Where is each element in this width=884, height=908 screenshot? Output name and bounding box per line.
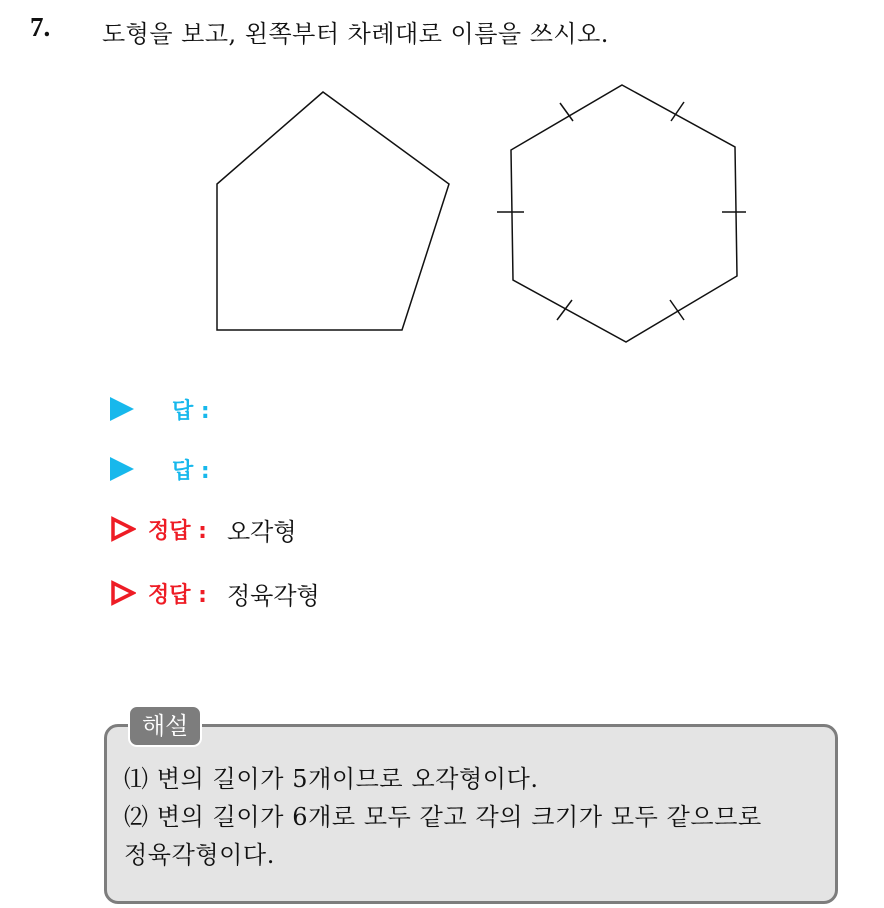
- tick-mark: [557, 300, 572, 320]
- blue-triangle-icon: [110, 397, 134, 421]
- pentagon-figure: [217, 92, 449, 330]
- explanation-line: 정육각형이다.: [124, 841, 275, 869]
- question-text: 도형을 보고, 왼쪽부터 차례대로 이름을 쓰시오.: [102, 20, 609, 48]
- answer-label: 답 :: [172, 458, 210, 484]
- red-outline-triangle-icon: [110, 516, 136, 542]
- red-outline-triangle-icon: [110, 580, 136, 606]
- answer-row-1: [110, 392, 210, 426]
- answer-row-2: [110, 452, 210, 486]
- explanation-tag: 해설: [128, 705, 202, 747]
- correct-answer-row-1: [110, 512, 297, 546]
- answer-label: 답 :: [172, 398, 210, 424]
- correct-answer-label: 정답 :: [148, 518, 207, 544]
- correct-answer-value: 정육각형: [226, 581, 320, 610]
- correct-answer-value: 오각형: [226, 517, 297, 546]
- hexagon-figure: [511, 85, 737, 342]
- explanation-text: [124, 760, 834, 874]
- hexagon-tick-marks: [497, 102, 746, 320]
- explanation-line: ⑴ 변의 길이가 5개이므로 오각형이다.: [124, 765, 539, 793]
- explanation-line: ⑵ 변의 길이가 6개로 모두 같고 각의 크기가 모두 같으므로: [124, 803, 762, 831]
- correct-answer-row-2: [110, 576, 320, 610]
- question-number: 7.: [30, 12, 51, 42]
- blue-triangle-icon: [110, 457, 134, 481]
- correct-answer-label: 정답 :: [148, 582, 207, 608]
- tick-mark: [670, 300, 684, 320]
